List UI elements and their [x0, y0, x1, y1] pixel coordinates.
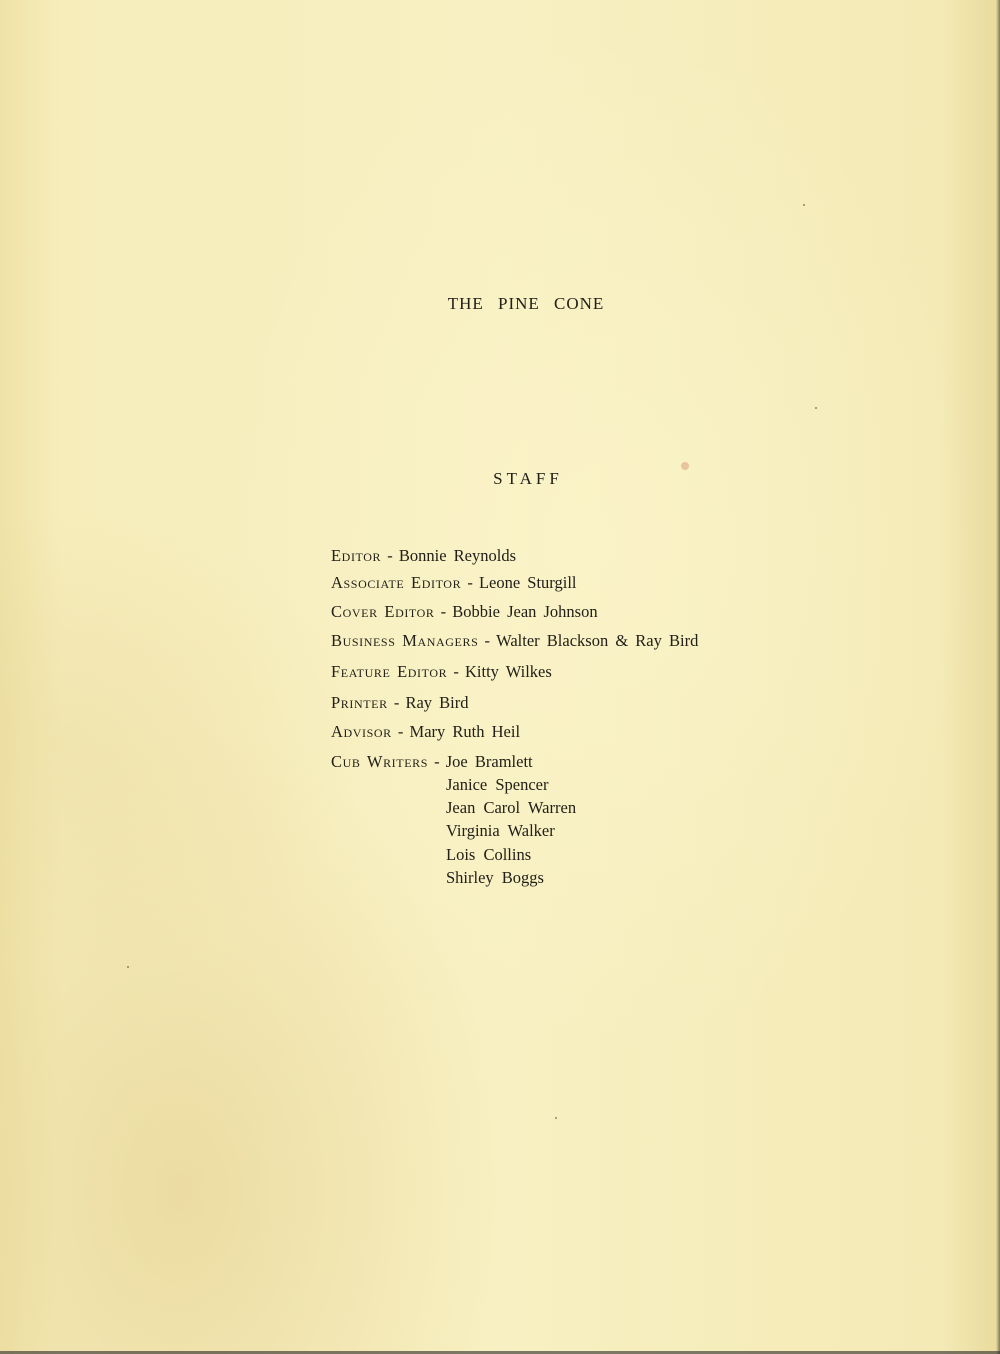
staff-heading: STAFF	[493, 469, 563, 488]
role-label: Editor	[331, 546, 382, 565]
page-edge-shadow	[996, 0, 1000, 1354]
separator: -	[453, 662, 459, 681]
staff-name: Walter Blackson & Ray Bird	[496, 631, 699, 650]
role-label: Business Managers	[331, 631, 479, 650]
role-label: Printer	[331, 693, 388, 712]
staff-row-advisor	[331, 722, 520, 742]
paper-speck	[815, 407, 817, 409]
paper-speck	[803, 204, 805, 206]
cub-writers-list	[446, 773, 576, 889]
staff-row-business-managers	[331, 631, 698, 651]
staff-name: Bonnie Reynolds	[398, 546, 516, 565]
staff-name: Leone Sturgill	[478, 573, 577, 592]
staff-name: Mary Ruth Heil	[409, 722, 521, 741]
staff-row-editor	[331, 546, 516, 566]
staff-name: Kitty Wilkes	[464, 662, 552, 681]
separator: -	[387, 546, 393, 565]
staff-name: Bobbie Jean Johnson	[452, 602, 598, 621]
separator: -	[393, 693, 400, 712]
cub-writer-name: Virginia Walker	[446, 821, 555, 841]
role-label: Associate Editor	[331, 573, 462, 592]
cub-writer-name: Shirley Boggs	[446, 867, 544, 887]
staff-row-associate-editor	[331, 573, 577, 593]
cub-writer-name: Janice Spencer	[446, 775, 549, 794]
separator: -	[434, 752, 440, 771]
separator: -	[484, 631, 490, 650]
paper-speck	[555, 1117, 557, 1119]
staff-row-feature-editor	[331, 662, 552, 682]
separator: -	[440, 602, 447, 621]
separator: -	[467, 573, 473, 592]
role-label: Cover Editor	[331, 602, 435, 621]
separator: -	[397, 722, 404, 741]
staff-row-cub-writers	[331, 752, 533, 772]
page-title: THE PINE CONE	[447, 294, 605, 313]
cub-writer-name: Lois Collins	[446, 844, 532, 864]
staff-row-cover-editor	[331, 602, 598, 622]
staff-name: Joe Bramlett	[445, 752, 533, 771]
role-label: Cub Writers	[331, 752, 429, 771]
role-label: Advisor	[331, 722, 392, 741]
cub-writer-name: Jean Carol Warren	[446, 798, 577, 818]
paper-speck	[127, 966, 129, 968]
staff-row-printer	[331, 693, 469, 713]
role-label: Feature Editor	[331, 662, 448, 681]
staff-name: Ray Bird	[405, 693, 469, 712]
